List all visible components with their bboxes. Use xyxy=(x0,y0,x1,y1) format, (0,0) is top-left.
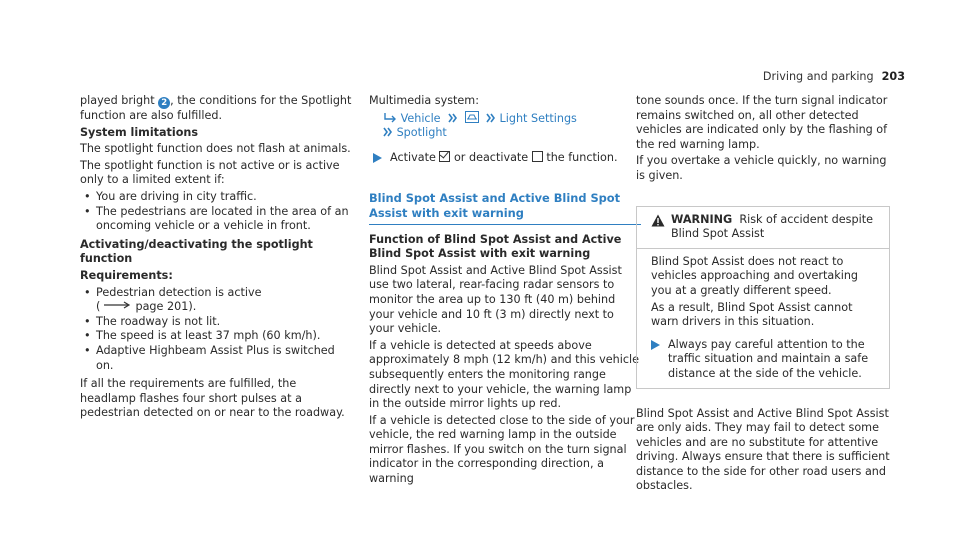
warning-label: WARNING xyxy=(671,212,733,226)
paragraph: tone sounds once. If the turn signal indicator remains switched on, all other detected vehicles are indicated only by the flashing of the red warning lamp. xyxy=(636,94,888,151)
paragraph: If you overtake a vehicle quickly, no warning is given. xyxy=(636,154,887,182)
action-arrow-icon xyxy=(373,153,382,163)
section-title: Driving and parking xyxy=(762,70,874,83)
double-chevron-icon xyxy=(448,113,458,123)
text: Activate xyxy=(390,150,440,164)
paragraph: Blind Spot Assist and Active Blind Spot Assist use two lateral, rear-facing radar sensors to monitor the area up to 130 ft (40 m) behind your vehicle and 10 ft (3 m) directly next to your vehicle. xyxy=(369,263,622,336)
paragraph: Blind Spot Assist and Active Blind Spot Assist are only aids. They may fail to detect some vehicles and are no substitute for attentive driving. Always ensure that there is sufficient distance to the side for other road users and obstacles. xyxy=(636,406,890,493)
limits-list xyxy=(80,190,352,234)
multimedia-label: Multimedia system: xyxy=(369,94,479,107)
double-chevron-icon xyxy=(486,113,496,123)
advice-text: Always pay careful attention to the traffic situation and maintain a safe distance at the side of the vehicle. xyxy=(668,337,869,380)
warning-triangle-icon xyxy=(651,214,665,227)
action-step xyxy=(369,151,641,166)
requirements-list xyxy=(80,286,352,374)
heading-requirements: Requirements: xyxy=(80,268,173,282)
list-item xyxy=(80,286,352,315)
list-item: • The speed is at least 37 mph (60 km/h). xyxy=(80,329,352,344)
page-header xyxy=(763,70,905,85)
heading-system-limitations: System limitations xyxy=(80,125,199,139)
list-item: • Adaptive Highbeam Assist Plus is switched on. xyxy=(80,344,352,373)
action-text xyxy=(390,151,618,166)
paragraph: If all the requirements are fulfilled, the headlamp flashes four short pulses at a pedestrian detected on or near to the roadway. xyxy=(80,377,345,420)
paragraph: The spotlight function is not active or is active only to a limited extent if: xyxy=(80,158,340,187)
return-arrow-icon xyxy=(383,113,397,123)
menu-path-line-2 xyxy=(383,126,641,141)
warning-heading xyxy=(671,213,879,242)
menu-path xyxy=(383,111,641,141)
warning-box xyxy=(636,206,890,389)
column-2 xyxy=(369,94,641,489)
list-item: • You are driving in city traffic. xyxy=(80,190,352,205)
text: the function. xyxy=(542,150,618,164)
column-1 xyxy=(80,94,352,423)
action-arrow-icon xyxy=(651,340,660,350)
menu-item-light-settings[interactable]: Light Settings xyxy=(499,111,577,125)
paragraph: The spotlight function does not flash at animals. xyxy=(80,142,351,156)
column-3 xyxy=(636,94,894,496)
number-badge-icon: 2 xyxy=(158,97,170,109)
heading-activating: Activating/deactivating the spotlight function xyxy=(80,237,313,266)
car-light-icon xyxy=(465,111,479,123)
text: Pedestrian detection is active xyxy=(96,285,262,299)
section-heading: Blind Spot Assist and Active Blind Spot Assist with exit warning xyxy=(369,191,641,224)
list-item: • The roadway is not lit. xyxy=(80,315,352,330)
text: played bright xyxy=(80,94,159,107)
menu-item-spotlight[interactable]: Spotlight xyxy=(396,126,447,140)
text: , the conditions for the Spotlight function are also fulfilled. xyxy=(80,94,352,122)
paragraph: If a vehicle is detected close to the side of your vehicle, the red warning lamp in the outside mirror flashes. If you switch on the turn signal indicator in the corresponding direction, a warning xyxy=(369,413,635,486)
heading-function: Function of Blind Spot Assist and Active Blind Spot Assist with exit warning xyxy=(369,232,622,261)
text: ( xyxy=(96,300,104,314)
paragraph: As a result, Blind Spot Assist cannot warn drivers in this situation. xyxy=(651,300,853,329)
warning-header xyxy=(637,207,889,249)
page-reference-link[interactable]: page 201). xyxy=(131,300,197,314)
warning-advice xyxy=(651,338,879,382)
menu-item-vehicle[interactable]: Vehicle xyxy=(400,111,441,125)
warning-title: Risk of accident despite Blind Spot Assist xyxy=(671,212,873,241)
paragraph: Blind Spot Assist does not react to vehicles approaching and overtaking you at a greatly different speed. xyxy=(651,254,859,297)
checkbox-empty-icon xyxy=(532,151,543,162)
paragraph xyxy=(80,94,352,124)
page-number: 203 xyxy=(881,70,905,83)
paragraph: If a vehicle is detected at speeds above approximately 8 mph (12 km/h) and this vehicle subsequently enters the monitoring range directly next to your vehicle, the warning lamp in the outside mirror lights up red. xyxy=(369,338,640,411)
warning-body xyxy=(637,249,889,388)
checkbox-checked-icon xyxy=(439,151,450,162)
text: or deactivate xyxy=(450,150,532,164)
list-item: • The pedestrians are located in the area of an oncoming vehicle or a vehicle in front. xyxy=(80,205,352,234)
menu-path-line-1 xyxy=(383,111,641,127)
page-reference-arrow-icon[interactable] xyxy=(104,301,132,309)
double-chevron-icon xyxy=(383,127,393,137)
